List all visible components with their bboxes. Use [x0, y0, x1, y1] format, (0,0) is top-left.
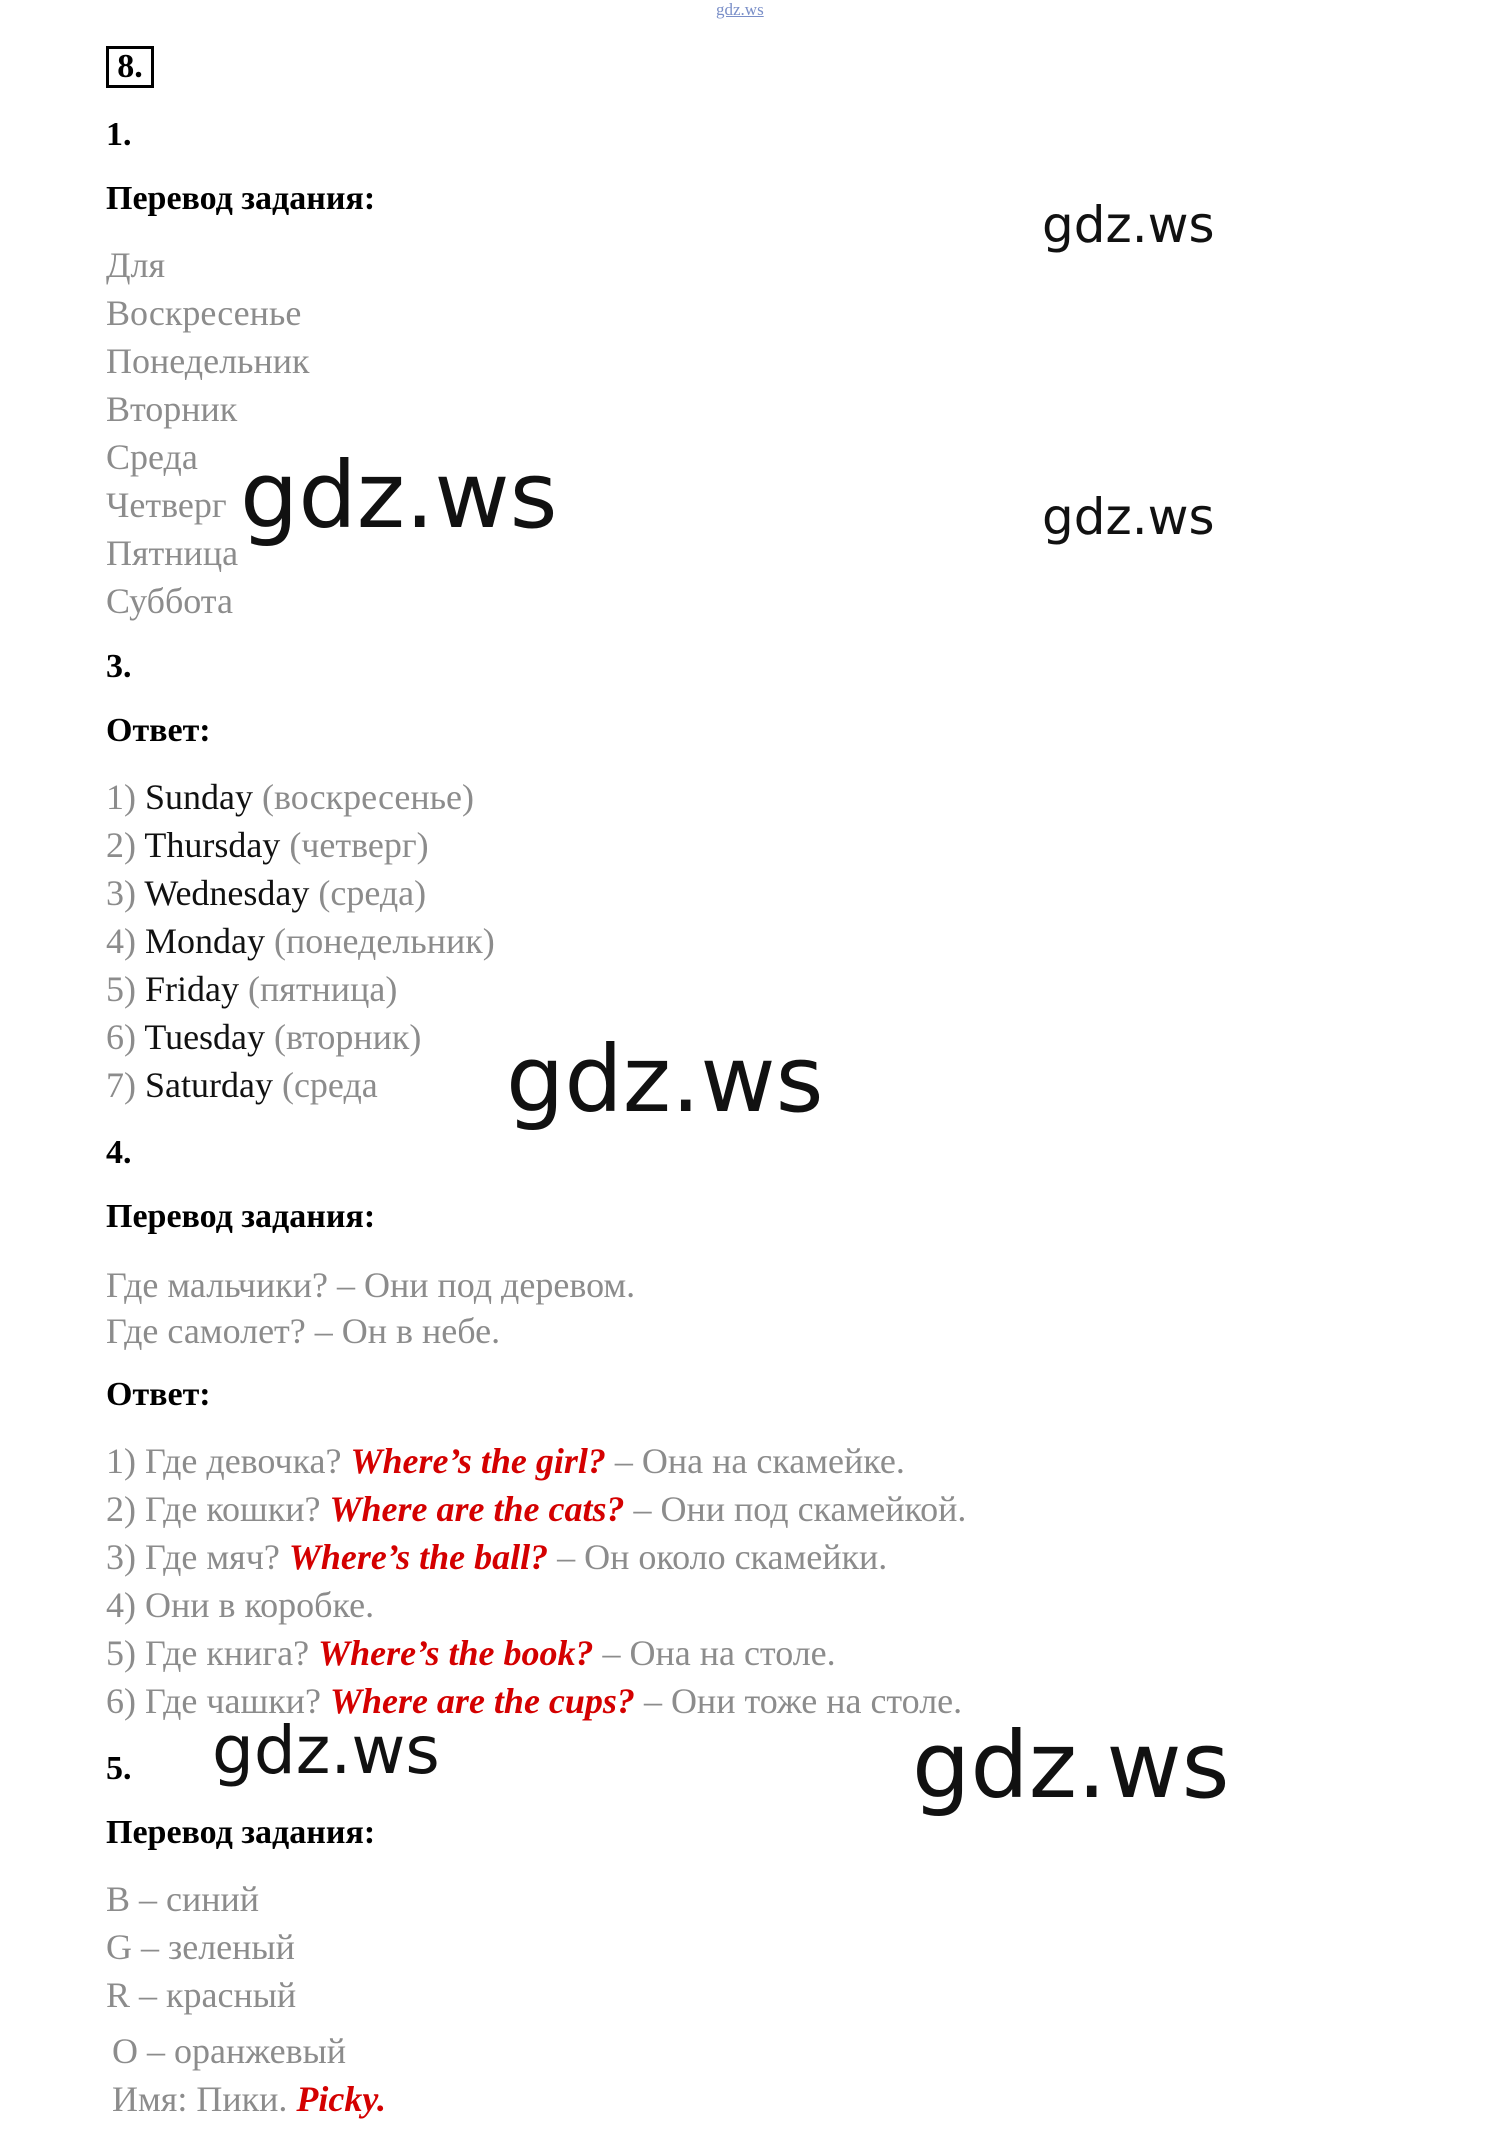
- answer-russian: (вторник): [265, 1017, 422, 1057]
- section-1-number: 1.: [106, 116, 132, 153]
- watermark: gdz.ws: [240, 442, 558, 549]
- section-1-line: Четверг: [106, 485, 227, 525]
- answer-russian: (среда): [309, 873, 427, 913]
- answer-num: 2): [106, 825, 145, 865]
- answer-question: 6) Где чашки?: [106, 1681, 330, 1721]
- answer-item: [106, 1440, 905, 1482]
- answer-english: Wednesday: [144, 873, 310, 913]
- exercise-number-box: 8.: [106, 46, 154, 88]
- section-1-line: Среда: [106, 437, 198, 477]
- answer-item: [106, 1488, 966, 1530]
- answer-reply: – Они тоже на столе.: [634, 1681, 963, 1721]
- answer-num: 7): [106, 1065, 145, 1105]
- section-5-line: G – зеленый: [106, 1927, 295, 1967]
- answer-question: 2) Где кошки?: [106, 1489, 330, 1529]
- answer-english: Sunday: [145, 777, 253, 817]
- answer-item: [106, 1584, 374, 1626]
- section-1-header: Перевод задания:: [106, 180, 376, 217]
- section-5-number: 5.: [106, 1750, 132, 1787]
- section-5-line: R – красный: [106, 1975, 297, 2015]
- answer-english: Where’s the ball?: [288, 1537, 549, 1577]
- answer-english: Where’s the book?: [318, 1633, 594, 1673]
- answer-reply: – Она на скамейке.: [605, 1441, 905, 1481]
- answer-num: 3): [106, 873, 145, 913]
- section-1-line: Пятница: [106, 533, 239, 573]
- watermark-top-link[interactable]: gdz.ws: [716, 0, 764, 19]
- watermark: gdz.ws: [1042, 488, 1215, 546]
- answer-question: 3) Где мяч?: [106, 1537, 289, 1577]
- answer-item: [106, 776, 474, 818]
- answer-english: Monday: [145, 921, 265, 961]
- answer-english: Where are the cups?: [329, 1681, 635, 1721]
- answer-reply: – Он около скамейки.: [548, 1537, 888, 1577]
- answer-english: Where’s the girl?: [350, 1441, 606, 1481]
- answer-question: 4) Они в коробке.: [106, 1585, 375, 1625]
- section-3-header: Ответ:: [106, 712, 211, 749]
- answer-reply: – Они под скамейкой.: [624, 1489, 967, 1529]
- answer-russian: (четверг): [280, 825, 429, 865]
- answer-question: 1) Где девочка?: [106, 1441, 351, 1481]
- watermark: gdz.ws: [212, 1712, 440, 1789]
- answer-item: [106, 1536, 887, 1578]
- section-5-line: O – оранжевый: [112, 2031, 347, 2071]
- section-5-header: Перевод задания:: [106, 1814, 376, 1851]
- answer-item: [106, 872, 426, 914]
- section-5-line: B – синий: [106, 1879, 260, 1919]
- section-4-answer-header: Ответ:: [106, 1376, 211, 1413]
- answer-english: Saturday: [145, 1065, 273, 1105]
- section-1-line: Для: [106, 245, 166, 285]
- name-text: Имя: Пики.: [112, 2079, 297, 2119]
- answer-item: [106, 1632, 836, 1674]
- section-3-number: 3.: [106, 648, 132, 685]
- answer-item: [106, 1016, 421, 1058]
- section-1-line: Воскресенье: [106, 293, 302, 333]
- answer-num: 6): [106, 1017, 145, 1057]
- answer-russian: (понедельник): [265, 921, 495, 961]
- section-1-line: Понедельник: [106, 341, 310, 381]
- section-4-header: Перевод задания:: [106, 1198, 376, 1235]
- watermark: gdz.ws: [1042, 196, 1215, 254]
- answer-english: Tuesday: [144, 1017, 266, 1057]
- answer-english: Friday: [145, 969, 239, 1009]
- answer-num: 5): [106, 969, 145, 1009]
- answer-reply: – Она на столе.: [593, 1633, 836, 1673]
- answer-question: 5) Где книга?: [106, 1633, 319, 1673]
- answer-item: [106, 920, 495, 962]
- answer-russian: (пятница): [239, 969, 398, 1009]
- answer-item: [106, 824, 429, 866]
- answer-num: 1): [106, 777, 145, 817]
- answer-russian: (воскресенье): [253, 777, 475, 817]
- section-4-line: Где самолет? – Он в небе.: [106, 1311, 501, 1351]
- section-5-name-line: [112, 2078, 386, 2120]
- answer-num: 4): [106, 921, 145, 961]
- section-4-number: 4.: [106, 1134, 132, 1171]
- answer-russian: (среда: [272, 1065, 378, 1105]
- answer-english: Thursday: [144, 825, 281, 865]
- section-1-line: Суббота: [106, 581, 233, 621]
- answer-item: [106, 1064, 378, 1106]
- name-answer: Picky.: [296, 2079, 386, 2119]
- answer-english: Where are the cats?: [329, 1489, 625, 1529]
- section-1-line: Вторник: [106, 389, 238, 429]
- watermark: gdz.ws: [912, 1712, 1230, 1819]
- answer-item: [106, 968, 397, 1010]
- section-4-line: Где мальчики? – Они под деревом.: [106, 1265, 636, 1305]
- watermark: gdz.ws: [506, 1026, 824, 1133]
